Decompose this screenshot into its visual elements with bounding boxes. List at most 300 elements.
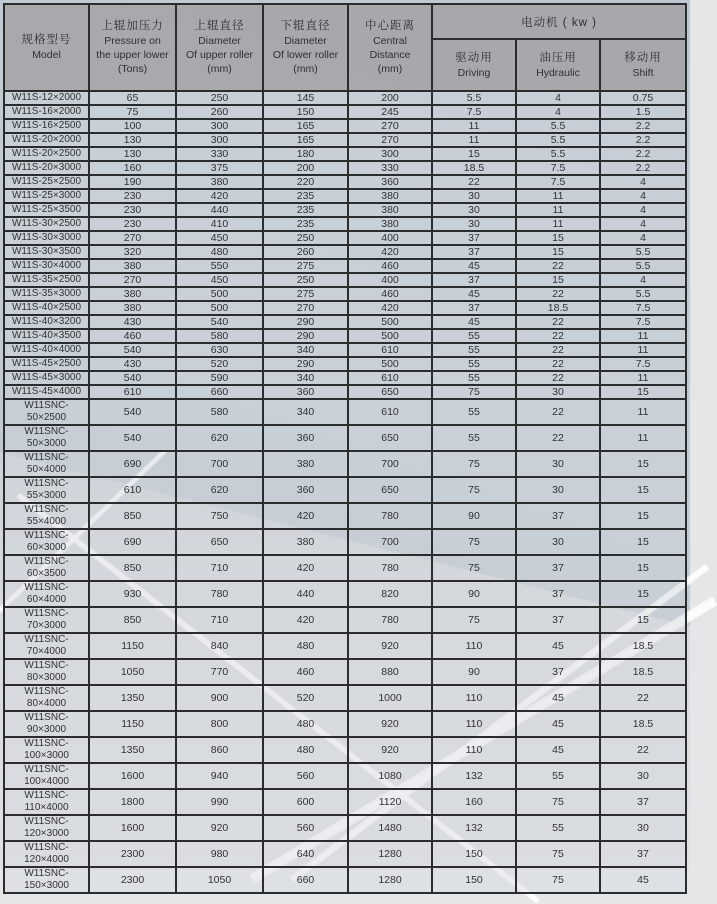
- value-cell: 2300: [89, 867, 176, 893]
- value-cell: 55: [432, 357, 516, 371]
- value-cell: 245: [348, 105, 432, 119]
- value-cell: 1350: [89, 737, 176, 763]
- value-cell: 7.5: [600, 357, 686, 371]
- value-cell: 4: [516, 91, 600, 105]
- value-cell: 500: [348, 357, 432, 371]
- value-cell: 270: [348, 119, 432, 133]
- model-cell: W11SNC-70×4000: [4, 633, 89, 659]
- value-cell: 37: [432, 245, 516, 259]
- value-cell: 560: [263, 763, 348, 789]
- spec-row: [4, 737, 686, 763]
- header-central-distance: 中心距离 Central Distance (mm): [348, 4, 432, 91]
- value-cell: 150: [432, 841, 516, 867]
- value-cell: 270: [89, 231, 176, 245]
- value-cell: 630: [176, 343, 263, 357]
- value-cell: 610: [348, 343, 432, 357]
- model-cell: W11SNC-55×4000: [4, 503, 89, 529]
- spec-row: [4, 555, 686, 581]
- value-cell: 235: [263, 189, 348, 203]
- value-cell: 400: [348, 273, 432, 287]
- model-cell: W11S-40×3500: [4, 329, 89, 343]
- value-cell: 560: [263, 815, 348, 841]
- value-cell: 360: [263, 477, 348, 503]
- value-cell: 610: [348, 399, 432, 425]
- model-cell: W11S-45×4000: [4, 385, 89, 399]
- value-cell: 620: [176, 425, 263, 451]
- value-cell: 15: [516, 231, 600, 245]
- value-cell: 250: [263, 231, 348, 245]
- value-cell: 750: [176, 503, 263, 529]
- value-cell: 420: [176, 189, 263, 203]
- value-cell: 270: [89, 273, 176, 287]
- value-cell: 460: [263, 659, 348, 685]
- value-cell: 500: [348, 329, 432, 343]
- spec-row: [4, 385, 686, 399]
- value-cell: 4: [600, 231, 686, 245]
- value-cell: 820: [348, 581, 432, 607]
- spec-row: [4, 867, 686, 893]
- model-cell: W11SNC-150×3000: [4, 867, 89, 893]
- value-cell: 132: [432, 815, 516, 841]
- value-cell: 290: [263, 329, 348, 343]
- model-cell: W11SNC-80×4000: [4, 685, 89, 711]
- value-cell: 450: [176, 231, 263, 245]
- value-cell: 5.5: [432, 91, 516, 105]
- spec-row: [4, 371, 686, 385]
- value-cell: 55: [516, 763, 600, 789]
- value-cell: 11: [432, 133, 516, 147]
- value-cell: 880: [348, 659, 432, 685]
- value-cell: 650: [348, 425, 432, 451]
- value-cell: 235: [263, 217, 348, 231]
- spec-row: [4, 659, 686, 685]
- value-cell: 4: [600, 189, 686, 203]
- value-cell: 400: [348, 231, 432, 245]
- value-cell: 45: [516, 685, 600, 711]
- header-driving: 驱动用 Driving: [432, 39, 516, 91]
- value-cell: 22: [516, 371, 600, 385]
- header-hydraulic: 油压用 Hydraulic: [516, 39, 600, 91]
- value-cell: 600: [263, 789, 348, 815]
- value-cell: 30: [432, 189, 516, 203]
- value-cell: 460: [89, 329, 176, 343]
- value-cell: 7.5: [516, 175, 600, 189]
- value-cell: 540: [89, 343, 176, 357]
- value-cell: 30: [516, 385, 600, 399]
- value-cell: 540: [176, 315, 263, 329]
- model-cell: W11SNC-120×4000: [4, 841, 89, 867]
- value-cell: 690: [89, 451, 176, 477]
- value-cell: 930: [89, 581, 176, 607]
- header-model-en: Model: [32, 49, 61, 61]
- model-cell: W11S-35×2500: [4, 273, 89, 287]
- model-cell: W11SNC-100×4000: [4, 763, 89, 789]
- value-cell: 360: [348, 175, 432, 189]
- value-cell: 11: [516, 189, 600, 203]
- value-cell: 460: [348, 259, 432, 273]
- value-cell: 90: [432, 503, 516, 529]
- value-cell: 165: [263, 133, 348, 147]
- value-cell: 2.2: [600, 161, 686, 175]
- value-cell: 37: [600, 789, 686, 815]
- value-cell: 30: [516, 451, 600, 477]
- value-cell: 480: [263, 711, 348, 737]
- value-cell: 330: [348, 161, 432, 175]
- value-cell: 380: [348, 189, 432, 203]
- value-cell: 640: [263, 841, 348, 867]
- value-cell: 55: [432, 425, 516, 451]
- value-cell: 11: [432, 119, 516, 133]
- value-cell: 250: [176, 91, 263, 105]
- value-cell: 75: [516, 841, 600, 867]
- value-cell: 160: [89, 161, 176, 175]
- value-cell: 550: [176, 259, 263, 273]
- value-cell: 75: [432, 385, 516, 399]
- value-cell: 30: [432, 203, 516, 217]
- value-cell: 650: [348, 477, 432, 503]
- value-cell: 37: [516, 659, 600, 685]
- model-cell: W11SNC-110×4000: [4, 789, 89, 815]
- spec-table-header: [4, 4, 686, 91]
- model-cell: W11S-40×3200: [4, 315, 89, 329]
- value-cell: 300: [348, 147, 432, 161]
- model-cell: W11SNC-90×3000: [4, 711, 89, 737]
- value-cell: 4: [600, 217, 686, 231]
- value-cell: 920: [348, 737, 432, 763]
- header-lower-roller: 下辊直径 Diameter Of lower roller (mm): [263, 4, 348, 91]
- model-cell: W11S-40×2500: [4, 301, 89, 315]
- value-cell: 2300: [89, 841, 176, 867]
- spec-row: [4, 175, 686, 189]
- value-cell: 380: [89, 259, 176, 273]
- value-cell: 75: [516, 867, 600, 893]
- value-cell: 620: [176, 477, 263, 503]
- value-cell: 500: [348, 315, 432, 329]
- value-cell: 520: [263, 685, 348, 711]
- value-cell: 15: [516, 273, 600, 287]
- value-cell: 230: [89, 203, 176, 217]
- spec-row: [4, 287, 686, 301]
- value-cell: 30: [600, 763, 686, 789]
- value-cell: 0.75: [600, 91, 686, 105]
- value-cell: 1120: [348, 789, 432, 815]
- value-cell: 15: [600, 555, 686, 581]
- value-cell: 130: [89, 147, 176, 161]
- value-cell: 18.5: [516, 301, 600, 315]
- spec-row: [4, 477, 686, 503]
- value-cell: 340: [263, 371, 348, 385]
- value-cell: 540: [89, 399, 176, 425]
- value-cell: 580: [176, 399, 263, 425]
- value-cell: 1000: [348, 685, 432, 711]
- value-cell: 11: [516, 217, 600, 231]
- value-cell: 22: [516, 399, 600, 425]
- value-cell: 230: [89, 189, 176, 203]
- value-cell: 150: [432, 867, 516, 893]
- model-cell: W11SNC-80×3000: [4, 659, 89, 685]
- value-cell: 37: [516, 555, 600, 581]
- value-cell: 22: [600, 737, 686, 763]
- value-cell: 75: [432, 451, 516, 477]
- spec-row: [4, 711, 686, 737]
- value-cell: 850: [89, 503, 176, 529]
- value-cell: 1280: [348, 841, 432, 867]
- value-cell: 15: [600, 503, 686, 529]
- value-cell: 1050: [89, 659, 176, 685]
- value-cell: 650: [176, 529, 263, 555]
- value-cell: 22: [432, 175, 516, 189]
- model-cell: W11S-20×3000: [4, 161, 89, 175]
- value-cell: 270: [263, 301, 348, 315]
- value-cell: 380: [348, 217, 432, 231]
- spec-row: [4, 529, 686, 555]
- value-cell: 150: [263, 105, 348, 119]
- value-cell: 540: [89, 371, 176, 385]
- value-cell: 300: [176, 119, 263, 133]
- value-cell: 660: [263, 867, 348, 893]
- model-cell: W11SNC-60×4000: [4, 581, 89, 607]
- spec-row: [4, 607, 686, 633]
- value-cell: 610: [348, 371, 432, 385]
- model-cell: W11S-20×2500: [4, 147, 89, 161]
- value-cell: 290: [263, 315, 348, 329]
- value-cell: 4: [516, 105, 600, 119]
- model-cell: W11S-20×2000: [4, 133, 89, 147]
- value-cell: 110: [432, 633, 516, 659]
- value-cell: 22: [516, 343, 600, 357]
- header-pressure: 上辊加压力 Pressure on the upper lower (Tons): [89, 4, 176, 91]
- spec-table-body: [4, 91, 686, 893]
- header-model-zh: 规格型号: [21, 34, 72, 46]
- value-cell: 11: [516, 203, 600, 217]
- value-cell: 480: [263, 737, 348, 763]
- value-cell: 22: [516, 287, 600, 301]
- value-cell: 780: [348, 607, 432, 633]
- spec-row: [4, 425, 686, 451]
- model-cell: W11SNC-50×3000: [4, 425, 89, 451]
- value-cell: 22: [516, 315, 600, 329]
- value-cell: 460: [348, 287, 432, 301]
- value-cell: 380: [89, 287, 176, 301]
- value-cell: 300: [176, 133, 263, 147]
- value-cell: 110: [432, 737, 516, 763]
- value-cell: 320: [89, 245, 176, 259]
- value-cell: 780: [348, 555, 432, 581]
- value-cell: 45: [516, 711, 600, 737]
- value-cell: 18.5: [432, 161, 516, 175]
- model-cell: W11SNC-100×3000: [4, 737, 89, 763]
- value-cell: 1.5: [600, 105, 686, 119]
- value-cell: 75: [432, 607, 516, 633]
- value-cell: 1600: [89, 815, 176, 841]
- value-cell: 920: [176, 815, 263, 841]
- value-cell: 430: [89, 357, 176, 371]
- spec-table: [3, 3, 687, 894]
- value-cell: 420: [263, 607, 348, 633]
- value-cell: 190: [89, 175, 176, 189]
- spec-row: [4, 119, 686, 133]
- value-cell: 45: [432, 259, 516, 273]
- spec-row: [4, 685, 686, 711]
- value-cell: 4: [600, 175, 686, 189]
- value-cell: 7.5: [600, 301, 686, 315]
- value-cell: 275: [263, 287, 348, 301]
- value-cell: 180: [263, 147, 348, 161]
- spec-row: [4, 343, 686, 357]
- value-cell: 200: [263, 161, 348, 175]
- value-cell: 90: [432, 659, 516, 685]
- header-model: [4, 4, 89, 91]
- value-cell: 165: [263, 119, 348, 133]
- spec-row: [4, 161, 686, 175]
- value-cell: 520: [176, 357, 263, 371]
- value-cell: 710: [176, 555, 263, 581]
- value-cell: 160: [432, 789, 516, 815]
- spec-row: [4, 91, 686, 105]
- value-cell: 30: [432, 217, 516, 231]
- model-cell: W11S-25×3000: [4, 189, 89, 203]
- value-cell: 130: [89, 133, 176, 147]
- value-cell: 45: [516, 737, 600, 763]
- value-cell: 22: [516, 357, 600, 371]
- model-cell: W11S-40×4000: [4, 343, 89, 357]
- spec-row: [4, 451, 686, 477]
- value-cell: 37: [516, 607, 600, 633]
- value-cell: 610: [89, 385, 176, 399]
- value-cell: 230: [89, 217, 176, 231]
- value-cell: 375: [176, 161, 263, 175]
- model-cell: W11S-25×2500: [4, 175, 89, 189]
- value-cell: 710: [176, 607, 263, 633]
- value-cell: 18.5: [600, 659, 686, 685]
- value-cell: 275: [263, 259, 348, 273]
- value-cell: 15: [432, 147, 516, 161]
- value-cell: 330: [176, 147, 263, 161]
- value-cell: 11: [600, 399, 686, 425]
- value-cell: 420: [348, 245, 432, 259]
- value-cell: 840: [176, 633, 263, 659]
- value-cell: 7.5: [516, 161, 600, 175]
- value-cell: 4: [600, 203, 686, 217]
- value-cell: 380: [348, 203, 432, 217]
- value-cell: 360: [263, 425, 348, 451]
- value-cell: 11: [600, 329, 686, 343]
- model-cell: W11S-30×4000: [4, 259, 89, 273]
- model-cell: W11S-16×2500: [4, 119, 89, 133]
- value-cell: 55: [432, 329, 516, 343]
- value-cell: 2.2: [600, 133, 686, 147]
- spec-row: [4, 581, 686, 607]
- value-cell: 940: [176, 763, 263, 789]
- value-cell: 410: [176, 217, 263, 231]
- value-cell: 500: [176, 287, 263, 301]
- value-cell: 11: [600, 343, 686, 357]
- model-cell: W11S-30×3000: [4, 231, 89, 245]
- model-cell: W11SNC-120×3000: [4, 815, 89, 841]
- value-cell: 420: [263, 555, 348, 581]
- model-cell: W11S-35×3000: [4, 287, 89, 301]
- value-cell: 18.5: [600, 633, 686, 659]
- spec-row: [4, 357, 686, 371]
- value-cell: 360: [263, 385, 348, 399]
- value-cell: 700: [348, 529, 432, 555]
- value-cell: 850: [89, 607, 176, 633]
- value-cell: 110: [432, 685, 516, 711]
- model-cell: W11S-45×3000: [4, 371, 89, 385]
- value-cell: 590: [176, 371, 263, 385]
- value-cell: 250: [263, 273, 348, 287]
- value-cell: 18.5: [600, 711, 686, 737]
- value-cell: 75: [432, 529, 516, 555]
- value-cell: 610: [89, 477, 176, 503]
- value-cell: 45: [516, 633, 600, 659]
- spec-row: [4, 273, 686, 287]
- spec-row: [4, 231, 686, 245]
- value-cell: 45: [600, 867, 686, 893]
- spec-row: [4, 329, 686, 343]
- value-cell: 75: [516, 789, 600, 815]
- model-cell: W11S-16×2000: [4, 105, 89, 119]
- spec-row: [4, 245, 686, 259]
- value-cell: 500: [176, 301, 263, 315]
- value-cell: 540: [89, 425, 176, 451]
- value-cell: 37: [516, 503, 600, 529]
- value-cell: 4: [600, 273, 686, 287]
- value-cell: 420: [348, 301, 432, 315]
- value-cell: 37: [516, 581, 600, 607]
- header-upper-roller: 上辊直径 Diameter Of upper roller (mm): [176, 4, 263, 91]
- model-cell: W11SNC-50×2500: [4, 399, 89, 425]
- value-cell: 200: [348, 91, 432, 105]
- value-cell: 1150: [89, 711, 176, 737]
- value-cell: 7.5: [600, 315, 686, 329]
- value-cell: 850: [89, 555, 176, 581]
- spec-row: [4, 503, 686, 529]
- value-cell: 770: [176, 659, 263, 685]
- value-cell: 30: [516, 529, 600, 555]
- value-cell: 55: [432, 343, 516, 357]
- value-cell: 235: [263, 203, 348, 217]
- spec-row: [4, 841, 686, 867]
- value-cell: 37: [432, 273, 516, 287]
- value-cell: 220: [263, 175, 348, 189]
- spec-row: [4, 203, 686, 217]
- value-cell: 980: [176, 841, 263, 867]
- value-cell: 690: [89, 529, 176, 555]
- value-cell: 450: [176, 273, 263, 287]
- value-cell: 340: [263, 343, 348, 357]
- value-cell: 15: [600, 451, 686, 477]
- value-cell: 90: [432, 581, 516, 607]
- value-cell: 900: [176, 685, 263, 711]
- value-cell: 1150: [89, 633, 176, 659]
- value-cell: 15: [516, 245, 600, 259]
- value-cell: 700: [348, 451, 432, 477]
- value-cell: 580: [176, 329, 263, 343]
- value-cell: 15: [600, 477, 686, 503]
- spec-row: [4, 633, 686, 659]
- value-cell: 380: [263, 529, 348, 555]
- model-cell: W11S-30×2500: [4, 217, 89, 231]
- value-cell: 440: [263, 581, 348, 607]
- value-cell: 780: [176, 581, 263, 607]
- spec-row: [4, 815, 686, 841]
- value-cell: 15: [600, 385, 686, 399]
- value-cell: 37: [432, 301, 516, 315]
- model-cell: W11S-12×2000: [4, 91, 89, 105]
- value-cell: 15: [600, 529, 686, 555]
- value-cell: 420: [263, 503, 348, 529]
